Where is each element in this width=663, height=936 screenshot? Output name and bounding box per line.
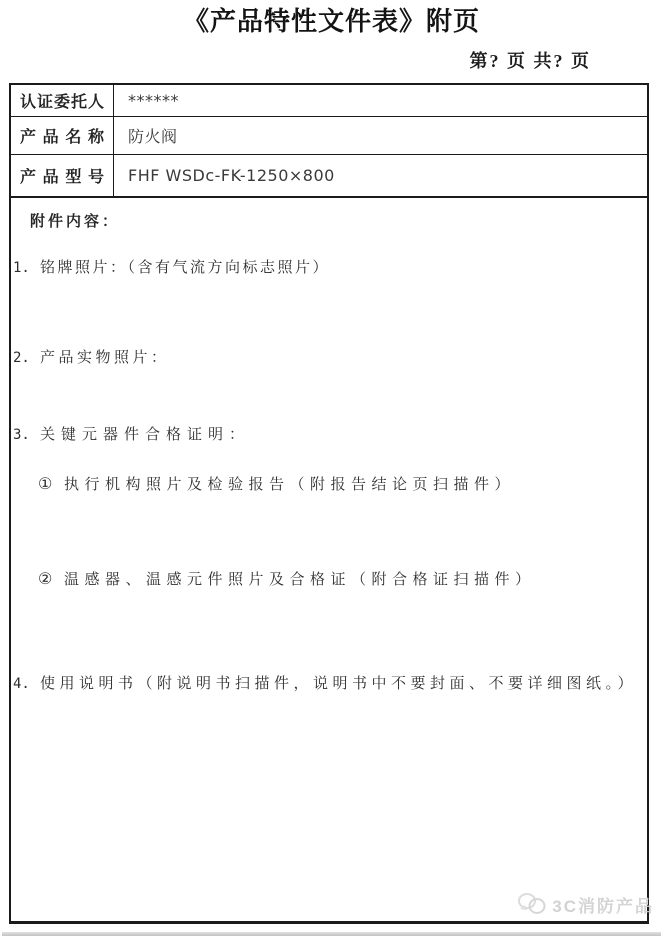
- watermark-text: 3C消防产品: [552, 896, 654, 916]
- list-item-4: [13, 674, 637, 694]
- label-product-name: 产品名称: [11, 117, 114, 154]
- label-certification-applicant: 认证委托人: [11, 85, 114, 116]
- list-item-1: [13, 258, 330, 278]
- label-product-model: 产品型号: [11, 155, 114, 196]
- list-item-number: 2.: [13, 350, 30, 366]
- page-title: 《产品特性文件表》附页: [182, 7, 480, 36]
- page-edge-shadow: [2, 932, 661, 936]
- list-item-number: 3.: [13, 427, 30, 443]
- value-product-name: 防火阀: [128, 127, 178, 146]
- sub-item-1: [38, 475, 515, 495]
- list-item-text: 铭牌照片：（含有气流方向标志照片）: [40, 260, 331, 276]
- list-item-text: 使用说明书（附说明书扫描件，说明书中不要封面、不要详细图纸。）: [40, 676, 638, 692]
- list-item-3: [13, 425, 250, 445]
- page-number-indicator: 第? 页 共? 页: [469, 51, 591, 71]
- list-item-number: 1.: [13, 260, 30, 276]
- product-info-table: [9, 83, 649, 198]
- list-item-number: 4.: [13, 676, 30, 692]
- value-certification-applicant: ******: [128, 91, 179, 110]
- list-item-text: 温感器、温感元件照片及合格证（附合格证扫描件）: [64, 572, 536, 588]
- attachment-contents-box: [9, 198, 649, 924]
- sub-item-2: [38, 570, 536, 590]
- table-row: [11, 85, 647, 117]
- table-row: [11, 117, 647, 155]
- list-item-2: [13, 348, 170, 368]
- list-item-text: 产品实物照片：: [40, 350, 170, 366]
- table-row: [11, 155, 647, 196]
- list-item-text: 关键元器件合格证明：: [40, 427, 251, 443]
- value-product-model: FHF WSDc-FK-1250×800: [128, 166, 335, 185]
- attachment-heading: 附件内容：: [30, 214, 121, 230]
- circled-number-1: ①: [38, 476, 53, 493]
- circled-number-2: ②: [38, 571, 53, 588]
- list-item-text: 执行机构照片及检验报告（附报告结论页扫描件）: [64, 477, 516, 493]
